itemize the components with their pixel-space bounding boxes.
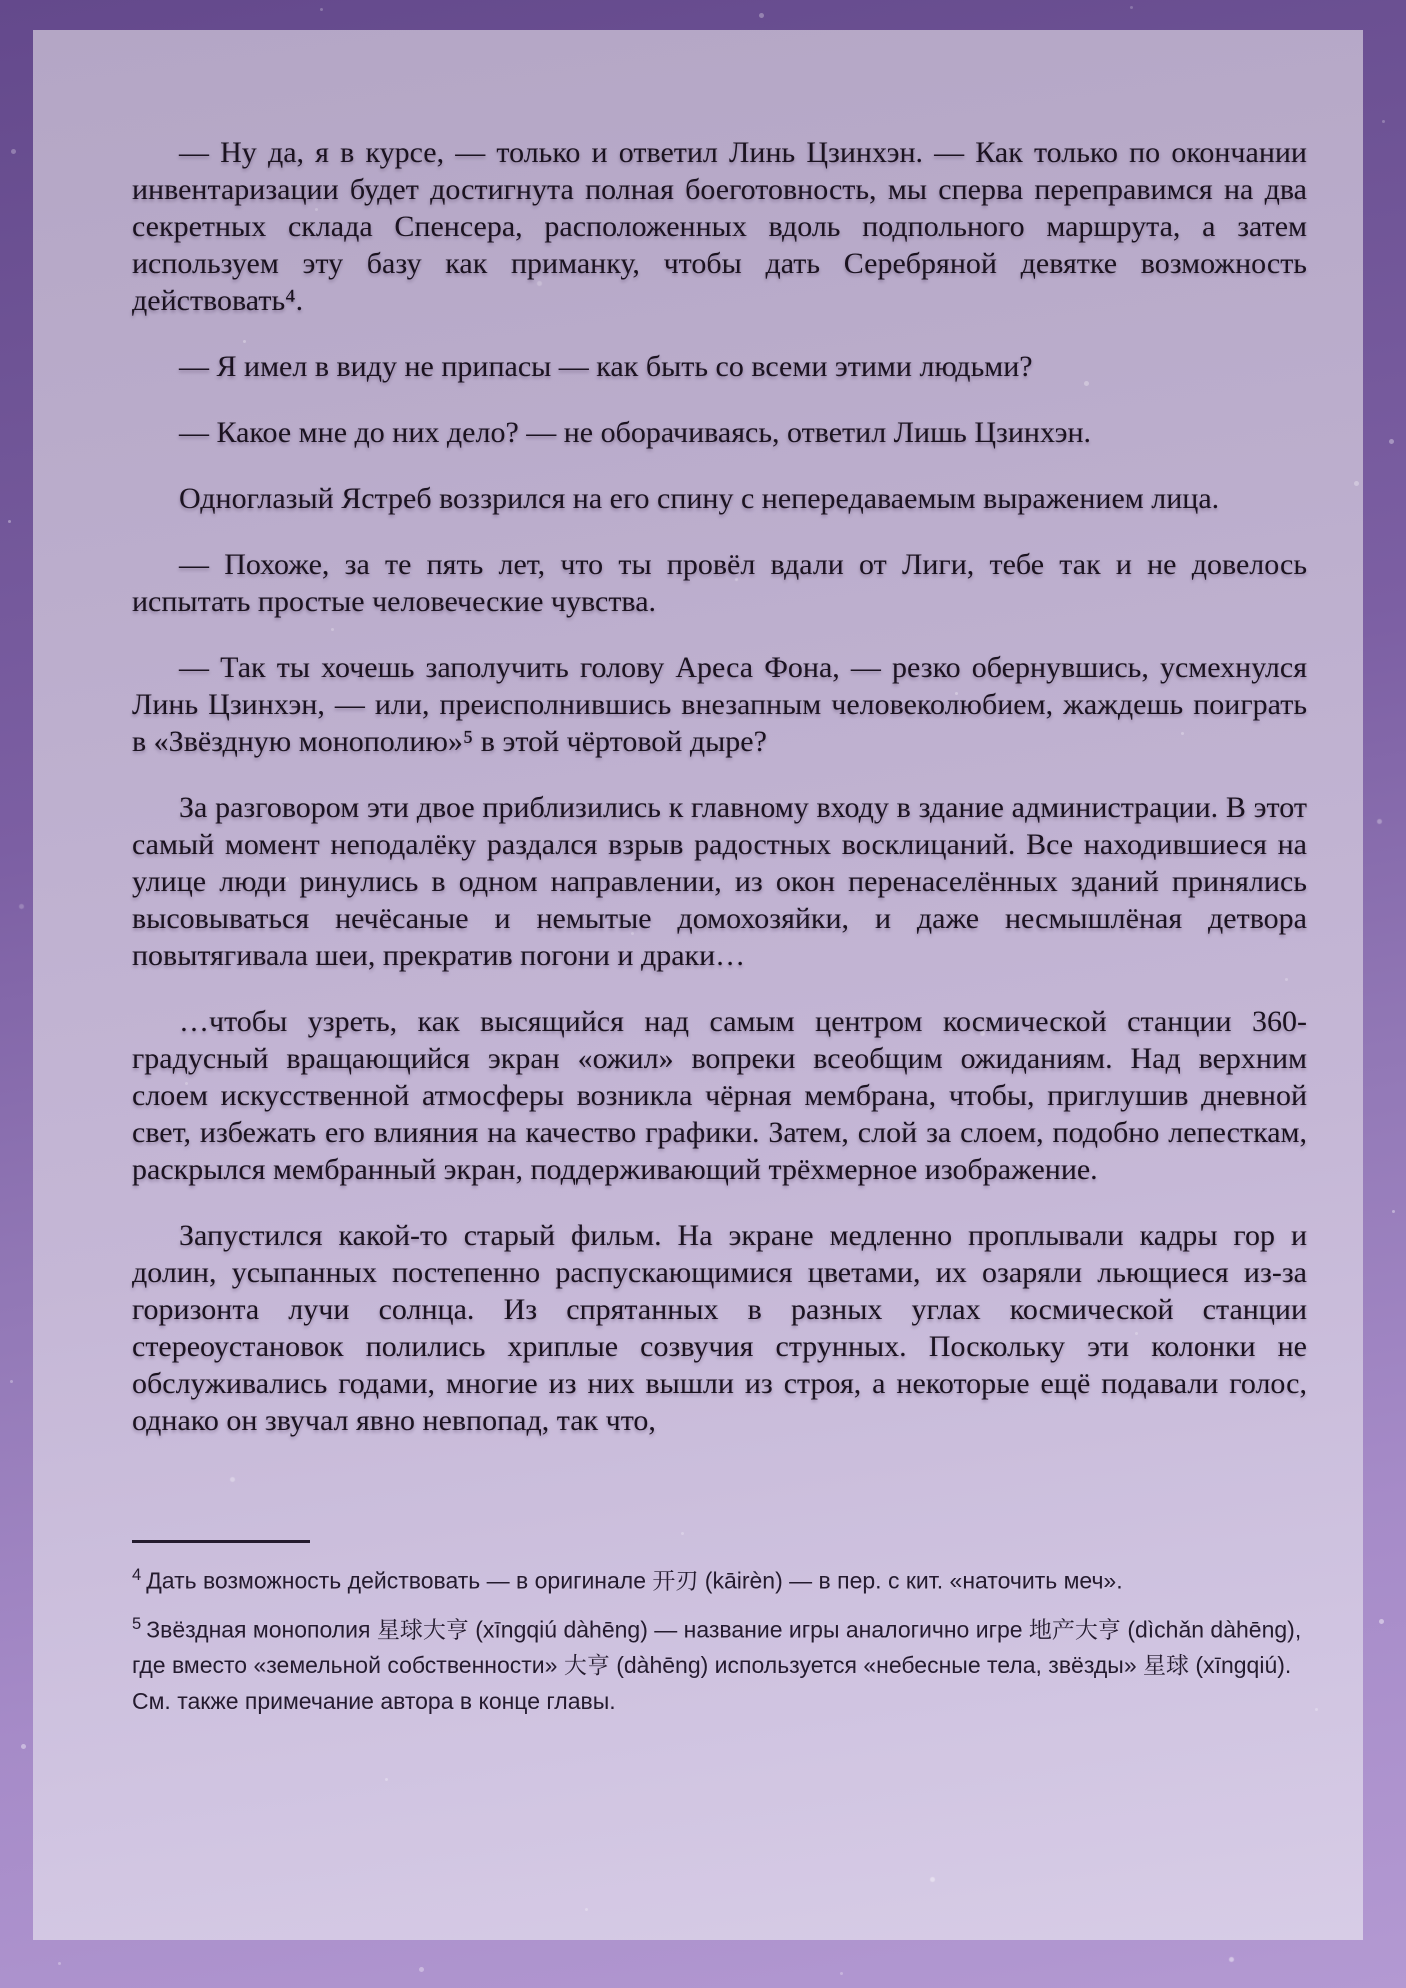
star-speckles-outer bbox=[0, 0, 3, 3]
paragraph: — Какое мне до них дело? — не оборачиваясь, ответил Лишь Цзинхэн. bbox=[179, 416, 1092, 449]
paragraph: …чтобы узреть, как высящийся над самым центром космической станции 360-градусный вращающийся экран «ожил» вопреки всеобщим ожиданиям. Над верхним слоем искусственной атмосферы возникла чёрная мембрана, чтобы, приглушив дневной свет, избежать его влияния на качество графики. Затем, слой за слоем, подобно лепесткам, раскрылся мембранный экран, поддерживающий трёхмерное изображение. bbox=[132, 1005, 1307, 1186]
paragraph: — Я имел в виду не припасы — как быть со всеми этими людьми? bbox=[179, 350, 1033, 383]
footnote-marker: 5 bbox=[132, 1613, 142, 1633]
footnote-text: Дать возможность действовать — в оригинале 开刃 (kāirèn) — в пер. с кит. «наточить меч». bbox=[146, 1567, 1123, 1594]
paragraph: — Ну да, я в курсе, — только и ответил Линь Цзинхэн. — Как только по окончании инвентаризации будет достигнута полная боеготовность, мы сперва переправимся на два секретных склада Спенсера, расположенных вдоль подпольного маршрута, а затем используем эту базу как приманку, чтобы дать Серебряной девятке возможность действовать⁴. bbox=[132, 136, 1307, 317]
paragraph: Запустился какой-то старый фильм. На экране медленно проплывали кадры гор и долин, усыпанных постепенно распускающимися цветами, их озаряли льющиеся из-за горизонта лучи солнца. Из спрятанных в разных углах космической станции стереоустановок полились хриплые созвучия струнных. Поскольку эти колонки не обслуживались годами, многие из них вышли из строя, а некоторые ещё подавали голос, однако он звучал явно невпопад, так что, bbox=[132, 1219, 1307, 1437]
paragraph: Одноглазый Ястреб воззрился на его спину с непередаваемым выражением лица. bbox=[179, 482, 1220, 515]
paragraph: За разговором эти двое приблизились к главному входу в здание администрации. В этот самый момент неподалёку раздался взрыв радостных восклицаний. Все находившиеся на улице люди ринулись в одном направлении, из окон перенаселённых зданий принялись высовываться нечёсаные и немытые домохозяйки, и даже несмышлёная детвора повытягивала шеи, прекратив погони и драки… bbox=[132, 791, 1307, 972]
footnote-text: Звёздная монополия 星球大亨 (xīngqiú dàhēng) — название игры аналогично игре 地产大亨 (dìchǎn dàhēng), где вместо «земельной собственности» 大亨 (dàhēng) используется «небесные тела, звёзды» 星球 (xīngqiú). См. также примечание автора в конце главы. bbox=[132, 1616, 1302, 1715]
paragraph: — Так ты хочешь заполучить голову Ареса Фона, — резко обернувшись, усмехнулся Линь Цзинхэн, — или, преисполнившись внезапным человеколюбием, жаждешь поиграть в «Звёздную монополию»⁵ в этой чёртовой дыре? bbox=[132, 651, 1307, 758]
footnotes-section bbox=[132, 1540, 1307, 1719]
page-panel bbox=[33, 30, 1363, 1940]
star-speckles-inner bbox=[33, 30, 36, 33]
paragraph: — Похоже, за те пять лет, что ты провёл вдали от Лиги, тебе так и не довелось испытать простые человеческие чувства. bbox=[132, 548, 1307, 618]
footnote-separator bbox=[132, 1540, 310, 1543]
page-content bbox=[132, 30, 1307, 1726]
footnote-item bbox=[132, 1557, 1307, 1599]
footnote-item bbox=[132, 1606, 1307, 1720]
footnote-marker: 4 bbox=[132, 1565, 142, 1584]
